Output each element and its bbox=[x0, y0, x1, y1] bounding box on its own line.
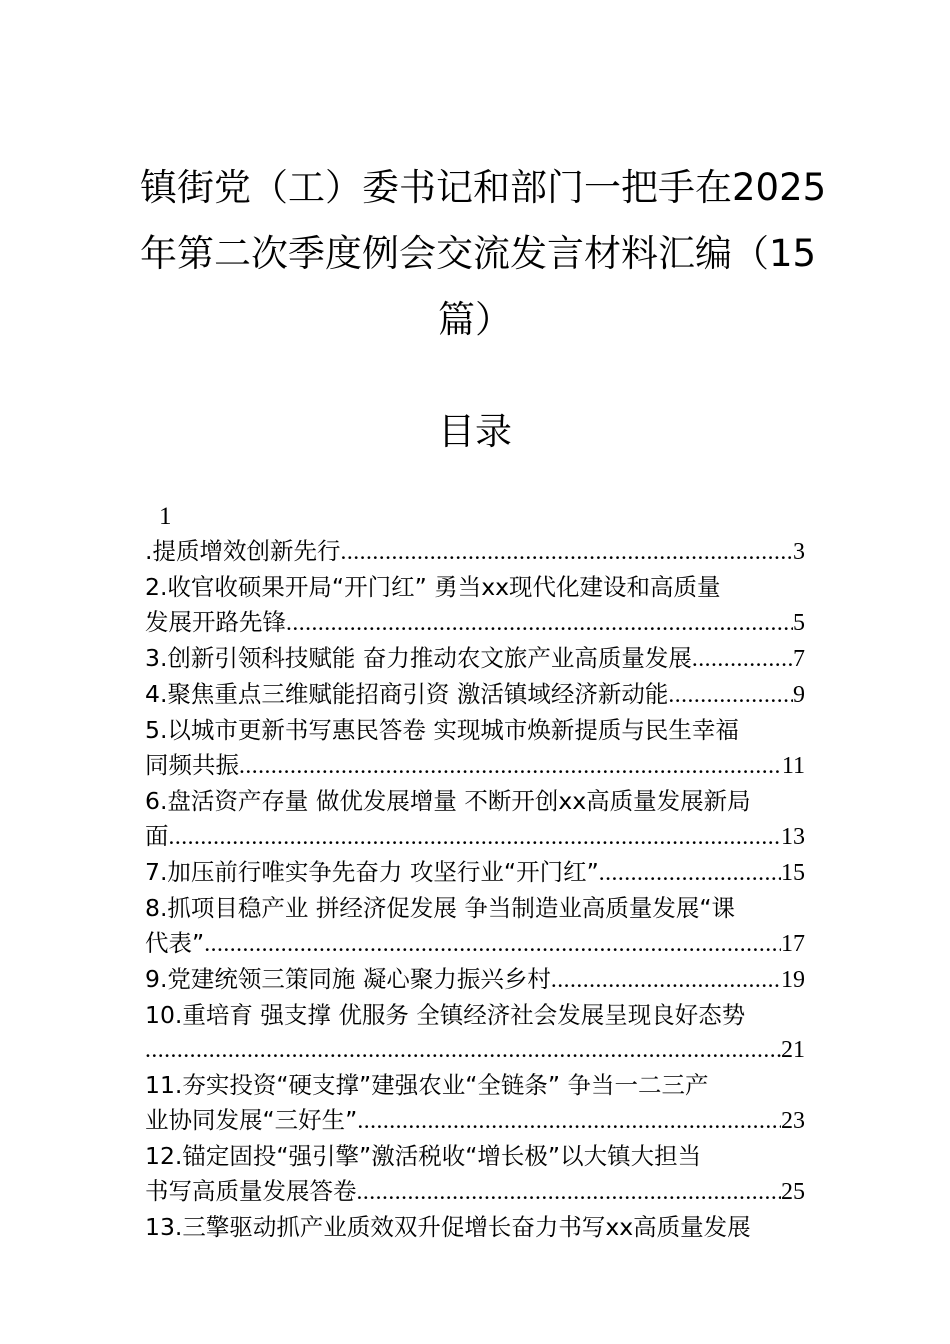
toc-leader-dots bbox=[357, 1104, 781, 1139]
table-of-contents bbox=[145, 500, 805, 1245]
title-line-1: 镇街党（工）委书记和部门一把手在2025 bbox=[140, 166, 827, 209]
toc-page-number: 23 bbox=[781, 1108, 805, 1134]
toc-page-number: 17 bbox=[781, 931, 805, 957]
toc-entry[interactable] bbox=[145, 962, 805, 998]
toc-entry-text: .提质增效创新先行 bbox=[145, 537, 341, 565]
title-line-2: 年第二次季度例会交流发言材料汇编（15 bbox=[140, 232, 817, 275]
toc-entry-text: 13.三擎驱动抓产业质效双升促增长奋力书写xx高质量发展 bbox=[145, 1213, 751, 1241]
toc-entry[interactable] bbox=[145, 1210, 805, 1245]
toc-page-number: 3 bbox=[793, 539, 805, 565]
toc-page-number: 9 bbox=[793, 682, 805, 708]
toc-entry[interactable] bbox=[145, 784, 805, 855]
toc-entry[interactable] bbox=[145, 1068, 805, 1139]
toc-page-number: 11 bbox=[781, 753, 805, 779]
toc-entry-text: 2.收官收硕果开局“开门红” 勇当xx现代化建设和高质量 bbox=[145, 573, 721, 601]
toc-entry-text: 12.锚定固投“强引擎”激活税收“增长极”以大镇大担当 bbox=[145, 1142, 702, 1170]
toc-page-number: 25 bbox=[781, 1179, 805, 1205]
toc-entry-text: 9.党建统领三策同施 凝心聚力振兴乡村 bbox=[145, 965, 551, 993]
toc-entry[interactable] bbox=[145, 998, 805, 1068]
toc-leader-dots bbox=[286, 606, 793, 641]
toc-entry-text: 11.夯实投资“硬支撑”建强农业“全链条” 争当一二三产 bbox=[145, 1071, 709, 1099]
toc-first-number: 1 bbox=[159, 503, 172, 530]
toc-entry-text: 代表” bbox=[145, 929, 205, 957]
toc-entry[interactable] bbox=[145, 1139, 805, 1210]
title-line-3: 篇） bbox=[438, 298, 512, 341]
toc-entry[interactable] bbox=[145, 713, 805, 784]
toc-page-number: 13 bbox=[781, 824, 805, 850]
toc-entry[interactable] bbox=[145, 534, 805, 570]
toc-entry-text: 发展开路先锋 bbox=[145, 608, 286, 636]
toc-leader-dots bbox=[340, 535, 793, 570]
document-title bbox=[140, 155, 827, 353]
toc-entry-text: 7.加压前行唯实争先奋力 攻坚行业“开门红” bbox=[145, 858, 599, 886]
toc-entry[interactable] bbox=[145, 677, 805, 713]
toc-leader-dots bbox=[668, 678, 793, 713]
toc-entry-text: 5.以城市更新书写惠民答卷 实现城市焕新提质与民生幸福 bbox=[145, 716, 739, 744]
toc-entry-text: 6.盘活资产存量 做优发展增量 不断开创xx高质量发展新局 bbox=[145, 787, 751, 815]
toc-page-number: 5 bbox=[793, 610, 805, 636]
toc-page-number: 21 bbox=[781, 1037, 805, 1063]
toc-leader-dots bbox=[357, 1175, 782, 1210]
toc-entry[interactable] bbox=[145, 855, 805, 891]
toc-leader-dots bbox=[692, 642, 793, 677]
toc-entry[interactable] bbox=[145, 570, 805, 641]
toc-heading: 目录 bbox=[438, 410, 512, 453]
toc-entry-text: 4.聚焦重点三维赋能招商引资 激活镇域经济新动能 bbox=[145, 680, 669, 708]
toc-entry-text: 同频共振 bbox=[145, 751, 239, 779]
toc-entry-text: 8.抓项目稳产业 拼经济促发展 争当制造业高质量发展“课 bbox=[145, 894, 736, 922]
toc-leader-dots bbox=[551, 963, 781, 998]
toc-page-number: 15 bbox=[781, 860, 805, 886]
toc-entry-text: 书写高质量发展答卷 bbox=[145, 1177, 357, 1205]
toc-entry-text: 10.重培育 强支撑 优服务 全镇经济社会发展呈现良好态势 bbox=[145, 1001, 746, 1029]
toc-leader-dots bbox=[169, 820, 782, 855]
toc-entry-text: 3.创新引领科技赋能 奋力推动农文旅产业高质量发展 bbox=[145, 644, 692, 672]
toc-entry[interactable] bbox=[145, 641, 805, 677]
toc-leader-dots bbox=[239, 749, 782, 784]
toc-entry[interactable] bbox=[145, 891, 805, 962]
toc-page-number: 7 bbox=[793, 646, 805, 672]
toc-entry-text: 面 bbox=[145, 822, 169, 850]
toc-page-number: 19 bbox=[781, 967, 805, 993]
toc-leader-dots bbox=[599, 856, 781, 891]
toc-leader-dots bbox=[204, 927, 781, 962]
toc-entry-text: 业协同发展“三好生” bbox=[145, 1106, 358, 1134]
toc-leader-dots bbox=[145, 1033, 781, 1068]
